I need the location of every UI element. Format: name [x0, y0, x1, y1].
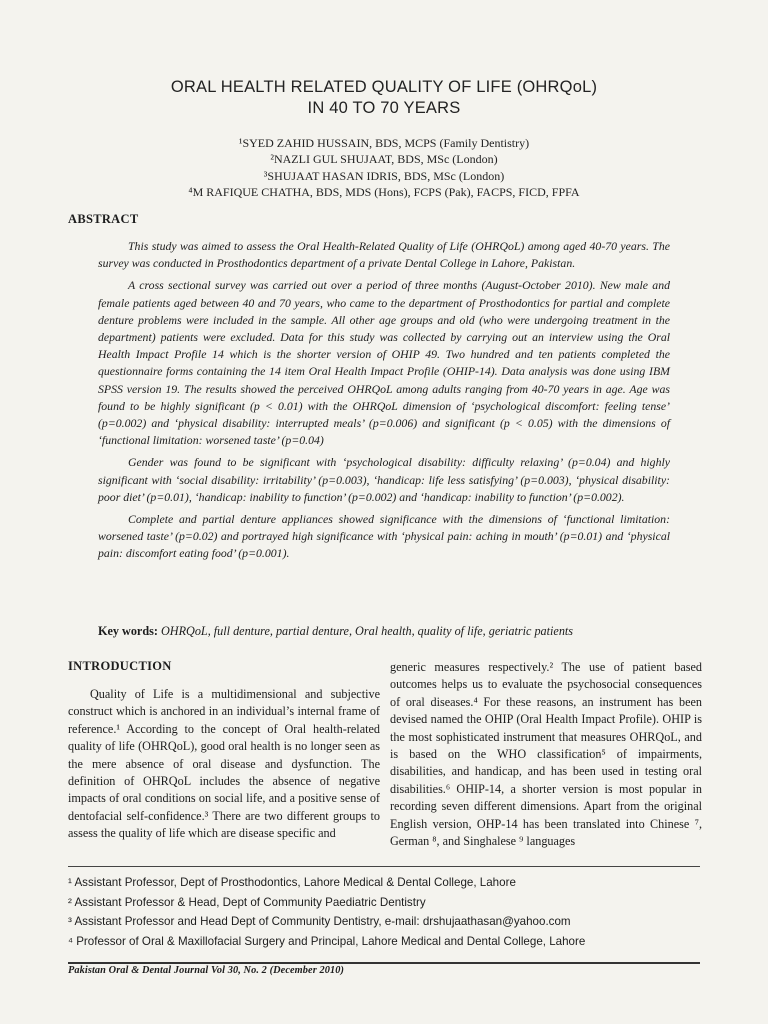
- footnotes: [68, 873, 708, 952]
- author-list: [0, 135, 768, 200]
- keywords-label: Key words:: [98, 624, 158, 638]
- author-3: ³SHUJAAT HASAN IDRIS, BDS, MSc (London): [263, 168, 505, 183]
- introduction-left-text: Quality of Life is a multidimensional and subjective construct which is anchored in an individual’s internal frame of reference.¹ According to the concept of Oral health-related quality of life (OHRQoL), good oral health is no longer seen as the mere absence of oral disease and dysfunction. The definition of OHRQoL includes the absence of negative impacts of oral conditions on social life, and a positive sense of dentofacial self-confidence.³ There are two different groups to assess the quality of life which are disease specific and: [68, 687, 380, 841]
- introduction-heading: INTRODUCTION: [68, 659, 172, 673]
- introduction-right-text: generic measures respectively.² The use of patient based outcomes helps us to evaluate the psychosocial consequences of oral diseases.⁴ For these reasons, an instrument has been devised named the OHIP (Oral Health Impact Profile). OHIP is the most sophisticated instrument that measures OHRQoL, and is based on the WHO classification⁵ of impairments, disabilities, and handicap, and has been used in testing oral disabilities.⁶ OHIP-14, a shorter version is most popular in recording seven different dimensions. Apart from the original English version, OHP-14 has been translated into Chinese ⁷, German ⁸, and Singhalese ⁹ languages: [390, 660, 702, 849]
- keywords-line: [98, 624, 698, 639]
- abstract-paragraph-1: This study was aimed to assess the Oral Health-Related Quality of Life (OHRQoL) among aged 40-70 years. The survey was conducted in Prosthodontics department of a private Dental College in Lahore, Pakistan.: [98, 239, 670, 271]
- abstract-body: [98, 238, 670, 568]
- footnote-2: ² Assistant Professor & Head, Dept of Community Paediatric Dentistry: [68, 895, 426, 909]
- article-title-line-2: IN 40 TO 70 YEARS: [307, 99, 461, 117]
- footnote-4: ⁴ Professor of Oral & Maxillofacial Surgery and Principal, Lahore Medical and Dental College, Lahore: [68, 935, 586, 949]
- footnote-divider: [68, 866, 700, 867]
- author-4: ⁴M RAFIQUE CHATHA, BDS, MDS (Hons), FCPS (Pak), FACPS, FICD, FPFA: [188, 184, 580, 199]
- abstract-paragraph-2: A cross sectional survey was carried out over a period of three months (August-October 2010). New male and female patients aged between 40 and 70 years, who came to the department of Prosthodontics for partial and complete denture problems were included in the sample. All other age groups and old (who were undergoing treatment in the department) patients were excluded. Data for this study was collected by carrying out an interview using the Oral Health Impact Profile 14 which is the shorter version of OHIP 49. Two hundred and ten patients completed the questionnaire forms containing the 14 item Oral Health Impact Profile (OHIP-14). Data analysis was done using IBM SPSS version 19. The results showed the perceived OHRQoL among adults ranging from 40-70 years in age. Age was found to be highly significant (p < 0.01) with the OHRQoL dimension of ‘psychological discomfort: feeling tense’ (p=0.002) and ‘physical disability: interrupted meals’ (p=0.006) and significant (p < 0.05) with the dimensions of ‘functional limitation: worsened taste’ (p=0.04): [98, 278, 670, 448]
- abstract-paragraph-3: Gender was found to be significant with ‘psychological disability: difficulty relaxing’ (p=0.04) and highly significant with ‘social disability: irritability’ (p=0.003), ‘handicap: life less satisfying’ (p=0.003), ‘physical disability: poor diet’ (p=0.01), ‘handicap: inability to function’ (p=0.002) and ‘handicap: inability to function’ (p=0.002).: [98, 455, 670, 504]
- introduction-right-column: [390, 659, 702, 850]
- keywords-value: OHRQoL, full denture, partial denture, Oral health, quality of life, geriatric patients: [160, 624, 574, 638]
- footnote-1: ¹ Assistant Professor, Dept of Prosthodontics, Lahore Medical & Dental College, Lahore: [68, 876, 516, 889]
- article-title-line-1: ORAL HEALTH RELATED QUALITY OF LIFE (OHRQoL): [170, 78, 598, 96]
- abstract-heading: ABSTRACT: [68, 212, 139, 226]
- abstract-paragraph-4: Complete and partial denture appliances showed significance with the dimensions of ‘functional limitation: worsened taste’ (p=0.02) and portrayed high significance with ‘physical pain: aching in mouth’ (p=0.01) and ‘physical pain: discomfort eating food’ (p=0.001).: [98, 512, 670, 561]
- author-1: ¹SYED ZAHID HUSSAIN, BDS, MCPS (Family Dentistry): [238, 136, 530, 150]
- footnote-3: ³ Assistant Professor and Head Dept of Community Dentistry, e-mail: drshujaathasan@yahoo.com: [68, 915, 571, 929]
- journal-footer: Pakistan Oral & Dental Journal Vol 30, No. 2 (December 2010): [68, 965, 345, 976]
- footer-divider: [68, 962, 700, 964]
- author-2: ²NAZLI GUL SHUJAAT, BDS, MSc (London): [270, 152, 498, 167]
- introduction-left-column: [68, 686, 380, 843]
